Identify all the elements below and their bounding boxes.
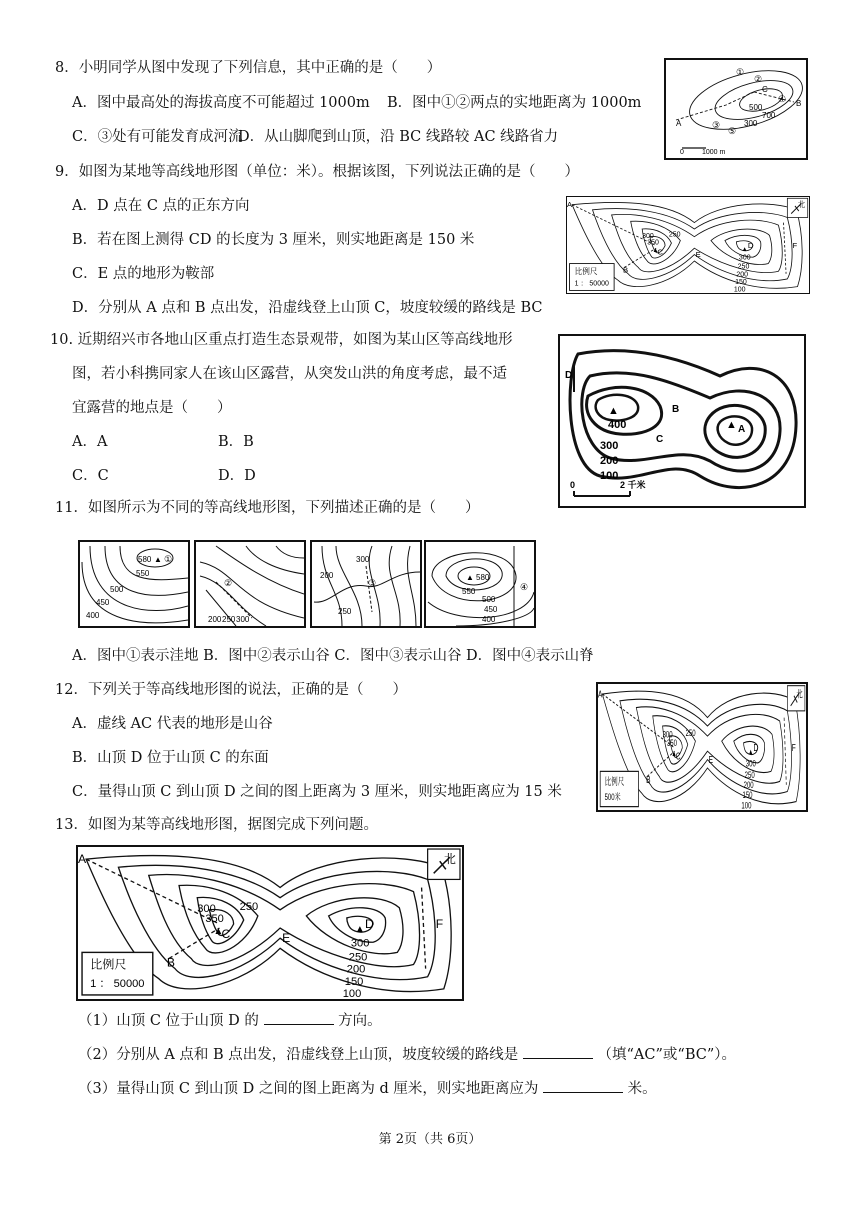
q12map-label-contours-1: 350 [666, 737, 677, 749]
q9map-label-contours-3: 300 [738, 254, 751, 262]
q8-label-2: ② [754, 74, 763, 84]
q10-option-b: B．B [218, 434, 254, 450]
q9map-label-contours-0: 300 [642, 232, 654, 240]
q12map-label-points-1: B [646, 773, 651, 786]
peak-icon: ▲ [608, 405, 619, 417]
q11-panel-2 [194, 540, 306, 628]
q9-option-c: C．E 点的地形为鞍部 [72, 266, 215, 282]
q8-label-5: ⑤ [728, 126, 737, 136]
q12map-label-north: 北 [796, 687, 803, 700]
q12-option-b: B．山顶 D 位于山顶 C 的东面 [72, 750, 269, 766]
q13map-label-scale_title: 比例尺 [90, 957, 127, 972]
q12-option-c: C．量得山顶 C 到山顶 D 之间的图上距离为 3 厘米，则实地距离应为 15 米 [72, 784, 562, 800]
q10-point-d: D [565, 370, 573, 381]
q11-p4-580: 580 [476, 573, 490, 582]
q13map-label-contours-4: 250 [348, 951, 368, 964]
q11-p3-250: 250 [338, 607, 352, 616]
answer-blank-2[interactable] [523, 1044, 593, 1059]
q11-p4-400: 400 [482, 615, 496, 624]
q9map-label-points-2: C [657, 247, 663, 257]
q9map-label-scale_title: 比例尺 [574, 266, 598, 276]
q13map-label-points-5: F [435, 917, 444, 932]
q12map-label-contours-5: 200 [743, 779, 754, 791]
q12map-label-contours-6: 150 [742, 789, 753, 801]
q11-p1-580: 580 [138, 555, 152, 564]
answer-blank-3[interactable] [543, 1078, 623, 1093]
q12map-label-contours-3: 300 [745, 758, 756, 769]
page-footer: 第 2页（共 6页） [378, 1132, 482, 1147]
q9-option-a: A．D 点在 C 点的正东方向 [72, 198, 250, 214]
q12map-label-scale: 500米 [604, 791, 621, 803]
q8-contour-300: 300 [744, 119, 758, 128]
answer-blank-1[interactable] [264, 1010, 334, 1025]
q13-stem: 13．如图为某等高线地形图，据图完成下列问题。 [55, 817, 378, 833]
q10-option-c: C．C [72, 468, 109, 484]
q12-contour-map [596, 682, 808, 812]
q9-stem: 9．如图为某地等高线地形图（单位：米）。根据该图，下列说法正确的是（ ） [55, 164, 579, 180]
q11-p4-mark: ④ [520, 582, 529, 592]
q11-p2-300: 300 [236, 615, 250, 624]
q9map-label-points-4: E [695, 250, 701, 260]
q8-option-d: D．从山脚爬到山顶，沿 BC 线路较 AC 线路省力 [238, 129, 559, 145]
q9map-label-points-5: F [792, 241, 798, 251]
q8-contour-700: 700 [762, 111, 776, 120]
q13map-label-points-4: E [282, 931, 291, 946]
q9map-label-contours-1: 350 [647, 239, 659, 247]
q8-scale-zero: 0 [680, 149, 684, 156]
q11-options: A．图中①表示洼地 B．图中②表示山谷 C．图中③表示山谷 D．图中④表示山脊 [72, 648, 594, 664]
q9map-label-contours-5: 200 [736, 271, 749, 279]
q9map-label-contours-2: 250 [668, 231, 681, 239]
q9map-label-contours-4: 250 [737, 263, 750, 271]
q10-contour-400: 400 [608, 419, 627, 431]
q13-sub1-end: 方向。 [338, 1013, 382, 1029]
q10-option-d: D．D [218, 468, 256, 484]
q11-p3-200: 200 [320, 571, 334, 580]
q13map-label-contours-0: 300 [197, 902, 216, 915]
q11-panel-4 [424, 540, 536, 628]
q13map-label-contours-7: 100 [342, 987, 362, 999]
q9map-label-points-3: D [747, 241, 754, 251]
q10-contour-200: 200 [600, 455, 619, 467]
q13-sub1-text: （1）山顶 C 位于山顶 D 的 [78, 1013, 259, 1029]
q9map-label-north: 北 [797, 200, 806, 210]
q12map-label-points-2: C [675, 750, 681, 762]
q13map-label-contours-5: 200 [346, 963, 366, 976]
q8-label-3: ③ [712, 120, 721, 130]
q13map-label-points-2: C [221, 927, 231, 942]
q8-point-c: C [762, 85, 768, 94]
q12-stem: 12．下列关于等高线地形图的说法，正确的是（ ） [55, 682, 407, 698]
q11-p2-mark: ② [224, 578, 233, 588]
q8-contour-500: 500 [749, 103, 763, 112]
q13map-label-points-0: A [78, 852, 87, 867]
q13map-label-north: 北 [443, 852, 456, 867]
q9map-label-points-0: A [567, 200, 573, 210]
q11-panel-1 [78, 540, 190, 628]
q9-contour-map [566, 196, 810, 294]
peak-icon: ▲ [747, 747, 754, 757]
peak-icon: ▲ [671, 749, 677, 759]
q12-option-a: A．虚线 AC 代表的地形是山谷 [72, 716, 273, 732]
q9map-label-points-1: B [623, 265, 629, 275]
q11-p1-mark: ① [164, 554, 173, 564]
peak-icon: ▲ [466, 573, 474, 582]
q13-contour-map [76, 845, 464, 1001]
q13-sub2 [78, 1044, 736, 1065]
q8-contour-map [664, 58, 808, 160]
q11-p1-450: 450 [96, 598, 110, 607]
q8-scale: 1000 m [702, 149, 726, 156]
q10-stem-line2: 图，若小科携同家人在该山区露营，从突发山洪的角度考虑，最不适 [72, 366, 507, 382]
q10-contour-100: 100 [600, 470, 619, 482]
q12map-label-contours-2: 250 [685, 727, 696, 739]
q9-option-d: D．分别从 A 点和 B 点出发，沿虚线登上山顶 C，坡度较缓的路线是 BC [72, 300, 543, 316]
q12map-label-points-3: D [753, 741, 759, 754]
q8-option-c: C．③处有可能发育成河流 [72, 129, 243, 145]
q12map-label-contours-7: 100 [741, 800, 752, 810]
q8-label-4: ④ [778, 94, 787, 104]
q9map-label-scale: 1 ： 50000 [574, 280, 609, 288]
q8-option-b: B．图中①②两点的实地距离为 1000m [387, 95, 642, 111]
q13map-label-contours-3: 300 [350, 937, 370, 950]
q12map-label-points-5: F [791, 741, 796, 754]
q10-contour-300: 300 [600, 440, 619, 452]
q13map-label-points-3: D [364, 917, 374, 932]
q11-panel-3 [310, 540, 422, 628]
q9-option-b: B．若在图上测得 CD 的长度为 3 厘米，则实地距离是 150 米 [72, 232, 475, 248]
peak-icon: ▲ [213, 926, 224, 938]
q12map-label-scale_title: 比例尺 [604, 775, 625, 788]
q11-stem: 11．如图所示为不同的等高线地形图，下列描述正确的是（ ） [55, 500, 480, 516]
q11-p4-500: 500 [482, 595, 496, 604]
q10-scale: 2 千米 [620, 480, 646, 490]
q13map-label-contours-2: 250 [239, 900, 259, 913]
q11-p4-450: 450 [484, 605, 498, 614]
q10-contour-map [558, 334, 806, 508]
q8-point-b: B [796, 99, 802, 108]
q10-stem-line3: 宜露营的地点是（ ） [72, 400, 232, 416]
q11-p2-200: 200 [208, 615, 222, 624]
q11-p4-550: 550 [462, 587, 476, 596]
q13map-label-contours-6: 150 [344, 975, 364, 988]
q13map-label-points-1: B [166, 955, 176, 970]
q8-option-a: A．图中最高处的海拔高度不可能超过 1000m [72, 95, 370, 111]
q13-sub1 [78, 1010, 382, 1031]
q13map-label-contours-1: 350 [205, 912, 224, 925]
q13-sub3-text: （3）量得山顶 C 到山顶 D 之间的图上距离为 d 厘米，则实地距离应为 [78, 1081, 539, 1097]
q8-label-1: ① [736, 67, 745, 77]
peak-icon: ▲ [154, 555, 162, 564]
q9map-label-contours-6: 150 [735, 279, 747, 287]
q10-point-c: C [656, 434, 664, 445]
q13-sub3-end: 米。 [627, 1081, 657, 1097]
q11-p3-mark: ③ [368, 578, 377, 588]
q13-sub2-text: （2）分别从 A 点和 B 点出发，沿虚线登上山顶，坡度较缓的路线是 [78, 1047, 519, 1063]
peak-icon: ▲ [726, 419, 737, 431]
q10-point-a: A [738, 424, 746, 435]
q12map-label-contours-4: 250 [744, 769, 755, 781]
q12map-label-contours-0: 300 [662, 729, 673, 741]
q13map-label-scale: 1 ： 50000 [90, 977, 145, 990]
q10-scale-zero: 0 [570, 480, 576, 490]
peak-icon: ▲ [741, 245, 748, 253]
q11-p3-300: 300 [356, 555, 370, 564]
q8-point-a: A [676, 119, 682, 128]
peak-icon: ▲ [652, 247, 659, 255]
q11-p1-400: 400 [86, 611, 100, 620]
q11-p2-250: 250 [222, 615, 236, 624]
q13-sub2-end: （填“AC”或“BC”）。 [597, 1047, 737, 1063]
q9map-label-contours-7: 100 [733, 286, 746, 293]
peak-icon: ▲ [354, 924, 365, 936]
q12map-label-points-4: E [708, 753, 713, 766]
q12map-label-points-0: A [598, 687, 603, 700]
q13-sub3 [78, 1078, 657, 1099]
q10-point-b: B [672, 404, 680, 415]
q11-p1-550: 550 [136, 569, 150, 578]
q8-stem: 8．小明同学从图中发现了下列信息，其中正确的是（ ） [55, 60, 442, 76]
q11-p1-500: 500 [110, 585, 124, 594]
q10-stem-line1: 10. 近期绍兴市各地山区重点打造生态景观带，如图为某山区等高线地形 [50, 332, 513, 348]
q10-option-a: A．A [72, 434, 108, 450]
